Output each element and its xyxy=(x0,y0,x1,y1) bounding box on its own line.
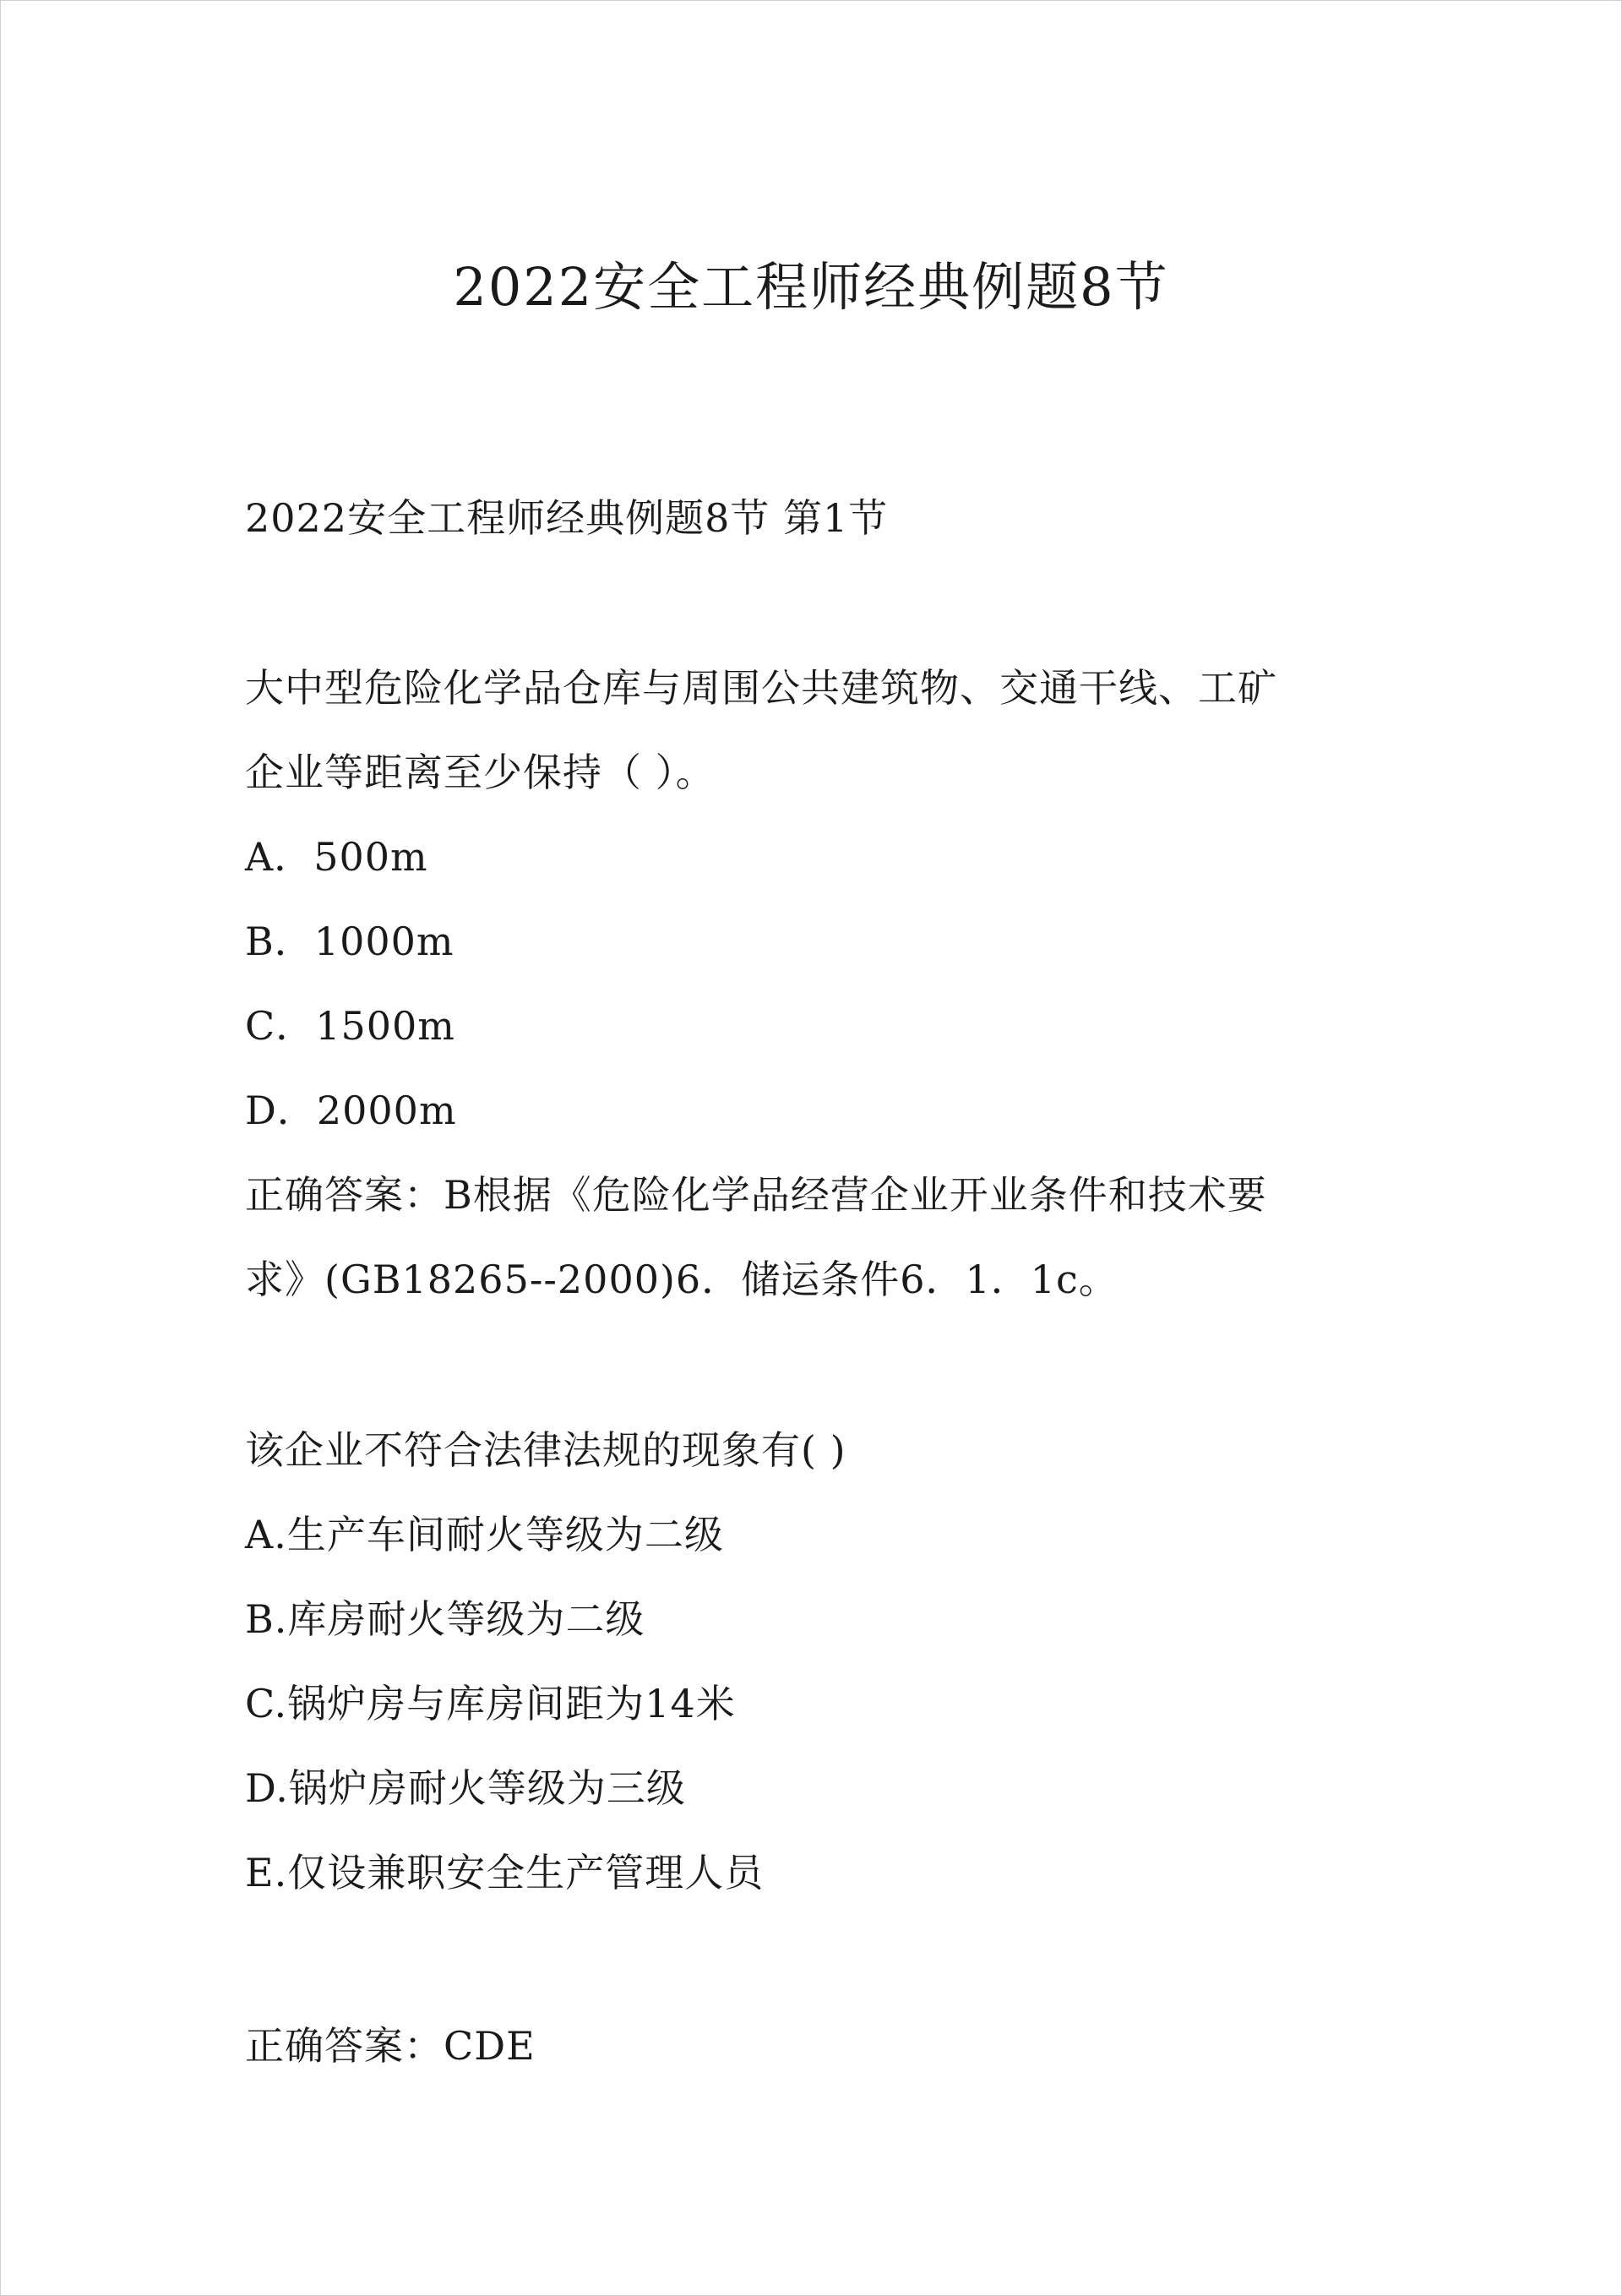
q2-option-c: C.锅炉房与库房间距为14米 xyxy=(245,1681,736,1726)
q1-option-d: D．2000m xyxy=(245,1088,457,1133)
q2-option-e: E.仅设兼职安全生产管理人员 xyxy=(245,1850,765,1895)
section-heading: 2022安全工程师经典例题8节 第1节 xyxy=(245,495,889,541)
q1-stem-line-1: 大中型危险化学品仓库与周围公共建筑物、交通干线、工矿 xyxy=(245,665,1277,711)
q1-option-c: C．1500m xyxy=(245,1003,455,1049)
q2-option-a: A.生产车间耐火等级为二级 xyxy=(245,1512,724,1557)
q2-answer: 正确答案：CDE xyxy=(245,2023,536,2069)
q2-option-d: D.锅炉房耐火等级为三级 xyxy=(245,1765,686,1811)
q2-option-b: B.库房耐火等级为二级 xyxy=(245,1596,645,1642)
q2-stem: 该企业不符合法律法规的现象有( ) xyxy=(245,1427,846,1473)
q1-answer-line-1: 正确答案：B根据《危险化学品经营企业开业条件和技术要 xyxy=(245,1172,1267,1218)
q1-option-b: B．1000m xyxy=(245,919,454,964)
q1-answer-line-2: 求》(GB18265--2000)6．储运条件6．1．1c。 xyxy=(245,1257,1119,1302)
document-title: 2022安全工程师经典例题8节 xyxy=(453,256,1169,318)
q1-option-a: A．500m xyxy=(245,834,428,880)
q1-stem-line-2: 企业等距离至少保持（ ）。 xyxy=(245,750,716,795)
